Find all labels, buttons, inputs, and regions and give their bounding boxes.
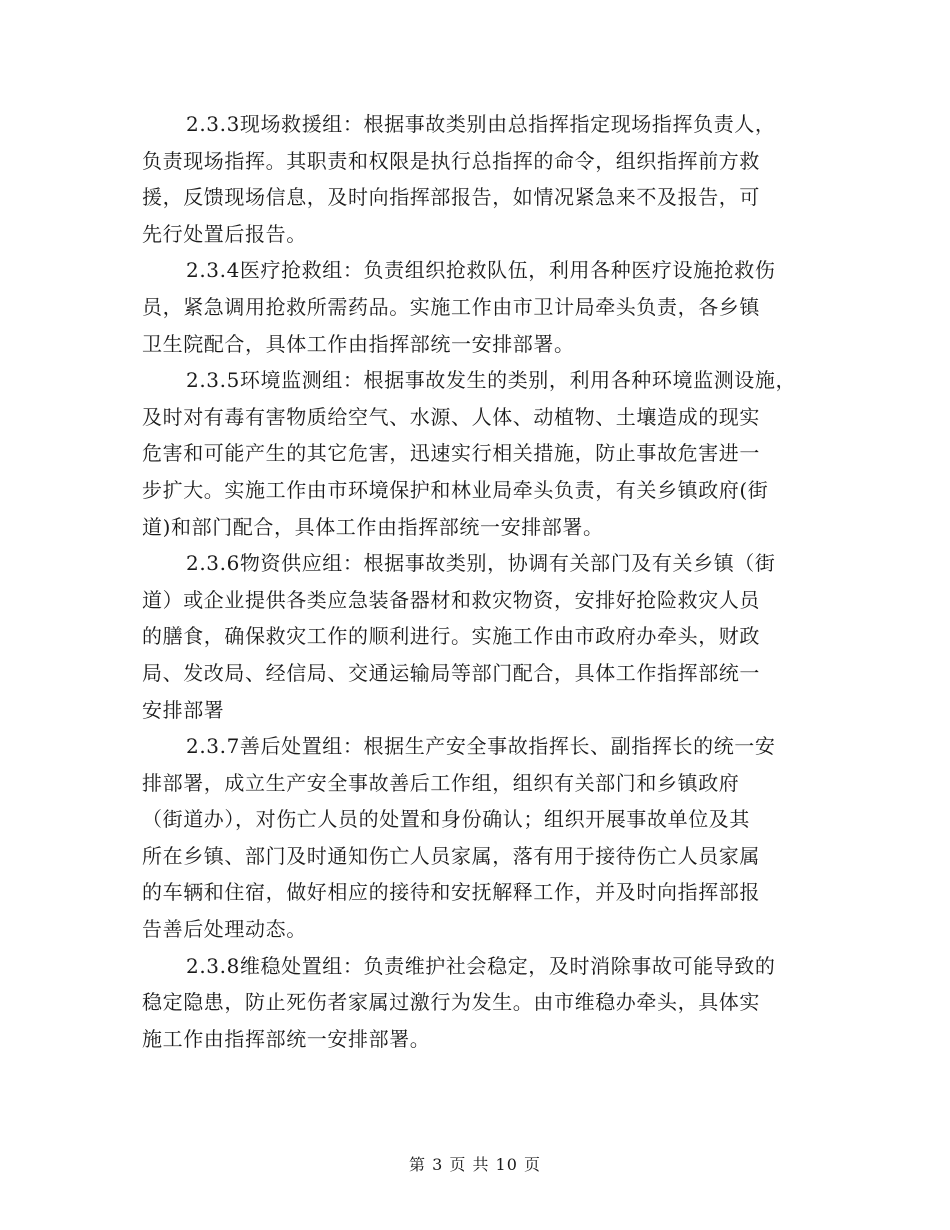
paragraph-line: 2.3.8维稳处置组：负责维护社会稳定，及时消除事故可能导致的 <box>186 953 776 978</box>
section-2-3-8 <box>142 948 832 1058</box>
paragraph-line: 援，反馈现场信息，及时向指挥部报告，如情况紧急来不及报告，可 <box>142 185 760 210</box>
paragraph-line: 2.3.5环境监测组：根据事故发生的类别，利用各种环境监测设施， <box>186 368 797 393</box>
document-body <box>142 106 832 1057</box>
paragraph-line: 2.3.4医疗抢救组：负责组织抢救队伍，利用各种医疗设施抢救伤 <box>186 258 776 283</box>
paragraph-line: 稳定隐患，防止死伤者家属过激行为发生。由市维稳办牵头，具体实 <box>142 990 760 1015</box>
paragraph-line: 负责现场指挥。其职责和权限是执行总指挥的命令，组织指挥前方救 <box>142 148 760 173</box>
paragraph-line: 局、发改局、经信局、交通运输局等部门配合，具体工作指挥部统一 <box>142 660 760 685</box>
paragraph-line: 2.3.3现场救援组：根据事故类别由总指挥指定现场指挥负责人， <box>186 112 776 136</box>
section-2-3-7 <box>142 728 832 948</box>
paragraph-line: 先行处置后报告。 <box>142 221 307 246</box>
paragraph-line: 2.3.6物资供应组：根据事故类别，协调有关部门及有关乡镇（街 <box>186 551 776 576</box>
section-2-3-5 <box>142 362 832 545</box>
paragraph-line: 所在乡镇、部门及时通知伤亡人员家属，落有用于接待伤亡人员家属 <box>142 843 760 868</box>
paragraph-line: 危害和可能产生的其它危害，迅速实行相关措施，防止事故危害进一 <box>142 441 760 466</box>
paragraph-line: 道)和部门配合，具体工作由指挥部统一安排部署。 <box>142 514 604 539</box>
paragraph-line: 告善后处理动态。 <box>142 917 307 942</box>
paragraph-line: 2.3.7善后处置组：根据生产安全事故指挥长、副指挥长的统一安 <box>186 734 776 759</box>
paragraph-line: 的车辆和住宿，做好相应的接待和安抚解释工作，并及时向指挥部报 <box>142 880 760 905</box>
paragraph-line: 步扩大。实施工作由市环境保护和林业局牵头负责，有关乡镇政府(街 <box>142 477 769 502</box>
paragraph-line: 员，紧急调用抢救所需药品。实施工作由市卫计局牵头负责，各乡镇 <box>142 294 760 319</box>
section-2-3-3 <box>142 106 832 252</box>
section-2-3-4 <box>142 252 832 362</box>
paragraph-line: 道）或企业提供各类应急装备器材和救灾物资，安排好抢险救灾人员 <box>142 587 760 612</box>
page-number-footer: 第 3 页 共 10 页 <box>409 1155 541 1174</box>
paragraph-line: 卫生院配合，具体工作由指挥部统一安排部署。 <box>142 331 575 356</box>
paragraph-line: 的膳食，确保救灾工作的顺利进行。实施工作由市政府办牵头，财政 <box>142 624 760 649</box>
paragraph-line: 施工作由指挥部统一安排部署。 <box>142 1026 431 1051</box>
section-2-3-6 <box>142 545 832 728</box>
paragraph-line: 安排部署 <box>142 697 225 722</box>
paragraph-line: 及时对有毒有害物质给空气、水源、人体、动植物、土壤造成的现实 <box>142 404 760 429</box>
paragraph-line: （街道办），对伤亡人员的处置和身份确认；组织开展事故单位及其 <box>142 807 750 832</box>
paragraph-line: 排部署，成立生产安全事故善后工作组，组织有关部门和乡镇政府 <box>142 770 740 795</box>
